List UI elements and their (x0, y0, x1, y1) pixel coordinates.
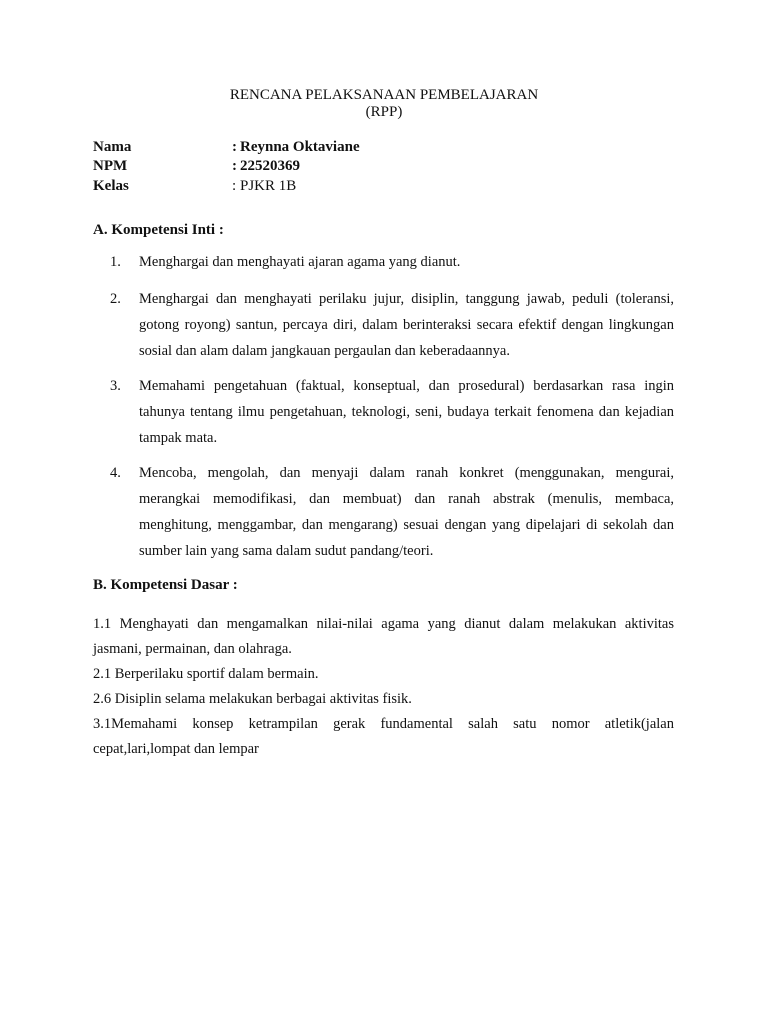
ki-item-text: Memahami pengetahuan (faktual, konseptual, dan prosedural) berdasarkan rasa ingin tahunya tentang ilmu pengetahuan, teknologi, seni, budaya terkait fenomena dan kejadian tampak mata. (139, 378, 674, 446)
ki-item-text: Menghargai dan menghayati perilaku jujur, disiplin, tanggung jawab, peduli (toleransi, gotong royong) santun, percaya diri, dalam berinteraksi secara efektif dengan lingkungan sosial dan alam dalam jangkauan pergaulan dan keberadaannya. (139, 291, 674, 359)
section-heading-kompetensi-inti: A. Kompetensi Inti : (93, 222, 224, 238)
identity-colon: : (232, 139, 237, 155)
identity-row-kelas (93, 177, 593, 196)
identity-colon: : (232, 178, 237, 194)
identity-label-kelas: Kelas (93, 178, 129, 194)
ki-item-text: Menghargai dan menghayati ajaran agama yang dianut. (139, 254, 461, 270)
ki-item-text: Mencoba, mengolah, dan menyaji dalam ranah konkret (menggunakan, mengurai, merangkai memodifikasi, dan membuat) dan ranah abstrak (menulis, membaca, menghitung, menggambar, dan mengarang) sesuai dengan yang dipelajari di sekolah dan sumber lain yang sama dalam sudut pandang/teori. (139, 465, 674, 559)
identity-value-npm: 22520369 (240, 158, 300, 174)
kd-list-item: 2.1 Berperilaku sportif dalam bermain. (93, 666, 319, 682)
ki-list-item (110, 373, 674, 451)
ki-list-item (110, 249, 674, 275)
identity-label-npm: NPM (93, 158, 128, 174)
identity-row-npm (93, 157, 593, 176)
identity-value-nama: Reynna Oktaviane (240, 139, 360, 155)
document-title: RENCANA PELAKSANAAN PEMBELAJARAN (229, 87, 539, 103)
ki-list-item (110, 286, 674, 364)
identity-value-kelas: PJKR 1B (240, 178, 297, 194)
ki-item-number: 3. (110, 378, 121, 394)
kd-list-item: 3.1Memahami konsep ketrampilan gerak fundamental salah satu nomor atletik(jalan cepat,lari,lompat dan lempar (93, 716, 674, 757)
identity-colon: : (232, 158, 237, 174)
kd-list-item: 1.1 Menghayati dan mengamalkan nilai-nilai agama yang dianut dalam melakukan aktivitas jasmani, permainan, dan olahraga. (93, 616, 674, 657)
ki-item-number: 4. (110, 465, 121, 481)
document-subtitle: (RPP) (365, 104, 403, 120)
kd-list-item: 2.6 Disiplin selama melakukan berbagai aktivitas fisik. (93, 691, 412, 707)
ki-list-item (110, 460, 674, 564)
section-heading-kompetensi-dasar: B. Kompetensi Dasar : (93, 577, 238, 593)
ki-item-number: 1. (110, 254, 121, 270)
identity-label-nama: Nama (93, 139, 132, 155)
ki-item-number: 2. (110, 291, 121, 307)
identity-row-nama (93, 138, 593, 157)
